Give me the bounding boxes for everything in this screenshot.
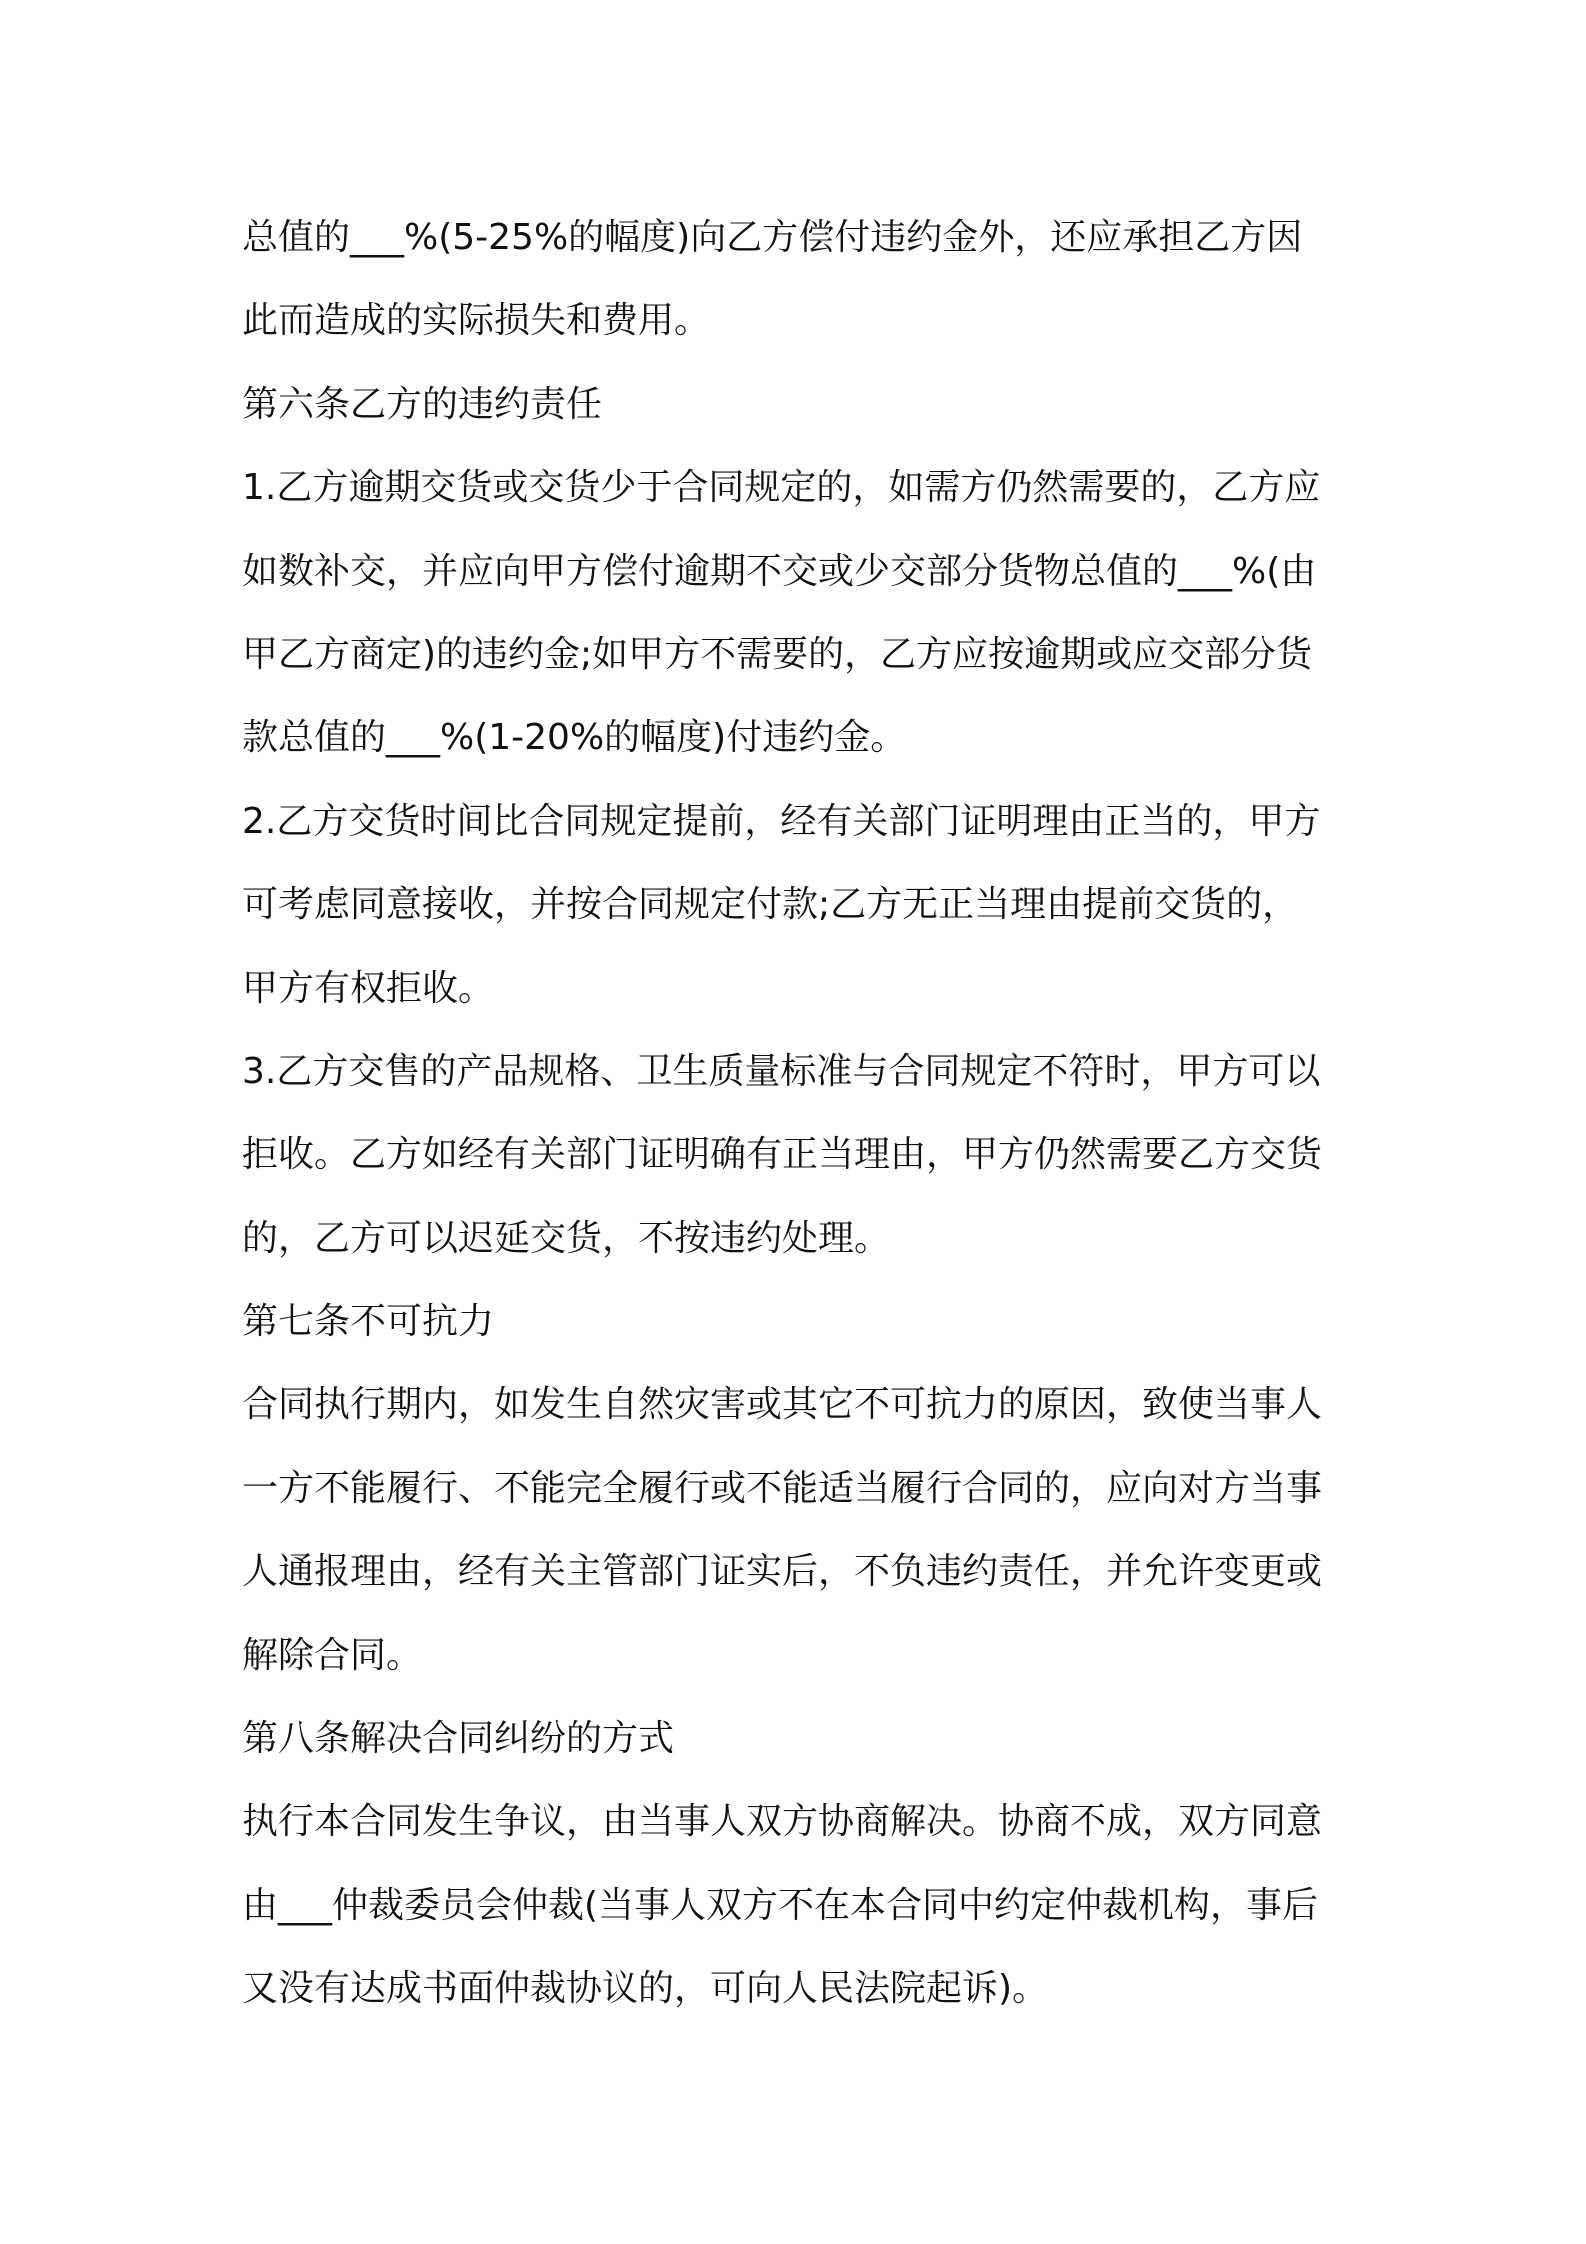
- text-line-16: 一方不能履行、不能完全履行或不能适当履行合同的，应向对方当事: [242, 1467, 1323, 1509]
- text-line-13: 的，乙方可以迟延交货，不按违约处理。: [242, 1217, 891, 1259]
- section-heading-article-6: 第六条乙方的违约责任: [242, 383, 603, 425]
- text-line-6: 甲乙方商定)的违约金;如甲方不需要的，乙方应按逾期或应交部分货: [242, 633, 1313, 675]
- text-line-18: 解除合同。: [242, 1634, 423, 1676]
- text-line-1: 总值的___%(5-25%的幅度)向乙方偿付违约金外，还应承担乙方因: [242, 217, 1303, 258]
- text-line-10: 甲方有权拒收。: [242, 967, 495, 1009]
- text-line-9: 可考虑同意接收，并按合同规定付款;乙方无正当理由提前交货的，: [242, 884, 1299, 926]
- text-line-17: 人通报理由，经有关主管部门证实后，不负违约责任，并允许变更或: [242, 1551, 1323, 1593]
- text-line-22: 又没有达成书面仲裁协议的，可向人民法院起诉)。: [242, 1968, 1049, 2010]
- text-line-4: 1.乙方逾期交货或交货少于合同规定的，如需方仍然需要的，乙方应: [242, 467, 1321, 509]
- text-line-20: 执行本合同发生争议，由当事人双方协商解决。协商不成，双方同意: [242, 1801, 1323, 1843]
- text-line-21: 由___仲裁委员会仲裁(当事人双方不在本合同中约定仲裁机构，事后: [242, 1884, 1319, 1926]
- text-line-8: 2.乙方交货时间比合同规定提前，经有关部门证明理由正当的，甲方: [242, 800, 1321, 842]
- section-heading-article-8: 第八条解决合同纠纷的方式: [242, 1718, 675, 1760]
- document-body: [242, 196, 1362, 2031]
- text-line-5: 如数补交，并应向甲方偿付逾期不交或少交部分货物总值的___%(由: [242, 550, 1317, 592]
- section-heading-article-7: 第七条不可抗力: [242, 1301, 495, 1343]
- text-line-2: 此而造成的实际损失和费用。: [242, 300, 711, 342]
- text-line-7: 款总值的___%(1-20%的幅度)付违约金。: [242, 717, 907, 759]
- text-line-15: 合同执行期内，如发生自然灾害或其它不可抗力的原因，致使当事人: [242, 1384, 1323, 1426]
- text-line-11: 3.乙方交售的产品规格、卫生质量标准与合同规定不符时，甲方可以: [242, 1050, 1321, 1092]
- text-line-12: 拒收。乙方如经有关部门证明确有正当理由，甲方仍然需要乙方交货: [242, 1134, 1323, 1176]
